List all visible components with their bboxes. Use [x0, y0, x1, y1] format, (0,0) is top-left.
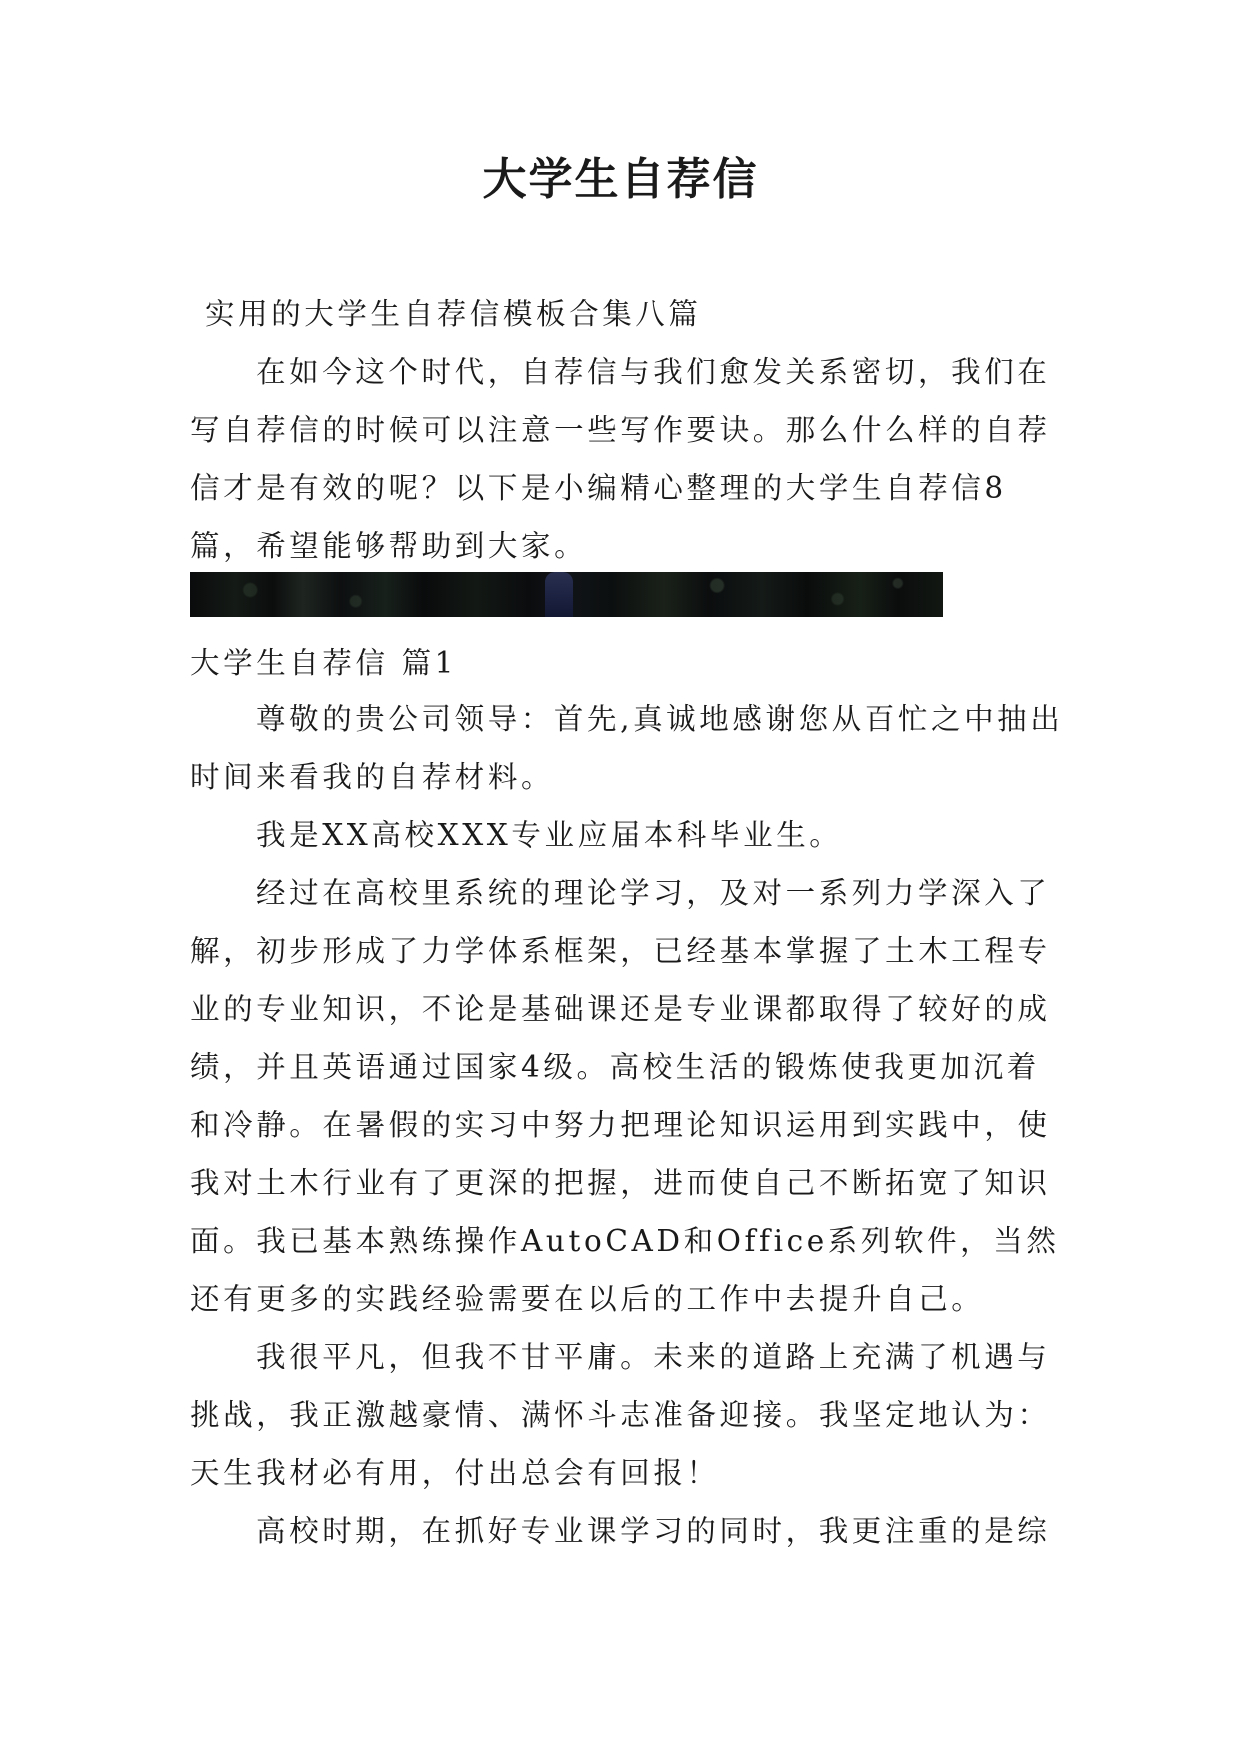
intro-paragraph: 在如今这个时代，自荐信与我们愈发关系密切，我们在写自荐信的时候可以注意一些写作要诀。那么什么样的自荐信才是有效的呢？以下是小编精心整理的大学生自荐信8篇，希望能够帮助到大家。	[190, 355, 1051, 563]
banner-image	[190, 572, 943, 617]
figure-silhouette	[545, 572, 573, 617]
document-subtitle: 实用的大学生自荐信模板合集八篇	[205, 297, 702, 331]
document-title: 大学生自荐信	[482, 154, 759, 205]
paragraph-3: 经过在高校里系统的理论学习，及对一系列力学深入了解，初步形成了力学体系框架，已经基本掌握了土木工程专业的专业知识，不论是基础课还是专业课都取得了较好的成绩，并且英语通过国家4级。高校生活的锻炼使我更加沉着和冷静。在暑假的实习中努力把理论知识运用到实践中，使我对土木行业有了更深的把握，进而使自己不断拓宽了知识面。我已基本熟练操作AutoCAD和Office系列软件，当然还有更多的实践经验需要在以后的工作中去提升自己。	[190, 876, 1060, 1316]
paragraph-5: 高校时期，在抓好专业课学习的同时，我更注重的是综	[256, 1514, 1051, 1548]
paragraph-1: 尊敬的贵公司领导：首先,真诚地感谢您从百忙之中抽出时间来看我的自荐材料。	[190, 702, 1064, 794]
paragraph-2: 我是XX高校XXX专业应届本科毕业生。	[256, 818, 843, 852]
paragraph-4: 我很平凡，但我不甘平庸。未来的道路上充满了机遇与挑战，我正激越豪情、满怀斗志准备迎接。我坚定地认为：天生我材必有用，付出总会有回报！	[190, 1340, 1051, 1490]
section-heading: 大学生自荐信 篇1	[190, 646, 458, 680]
